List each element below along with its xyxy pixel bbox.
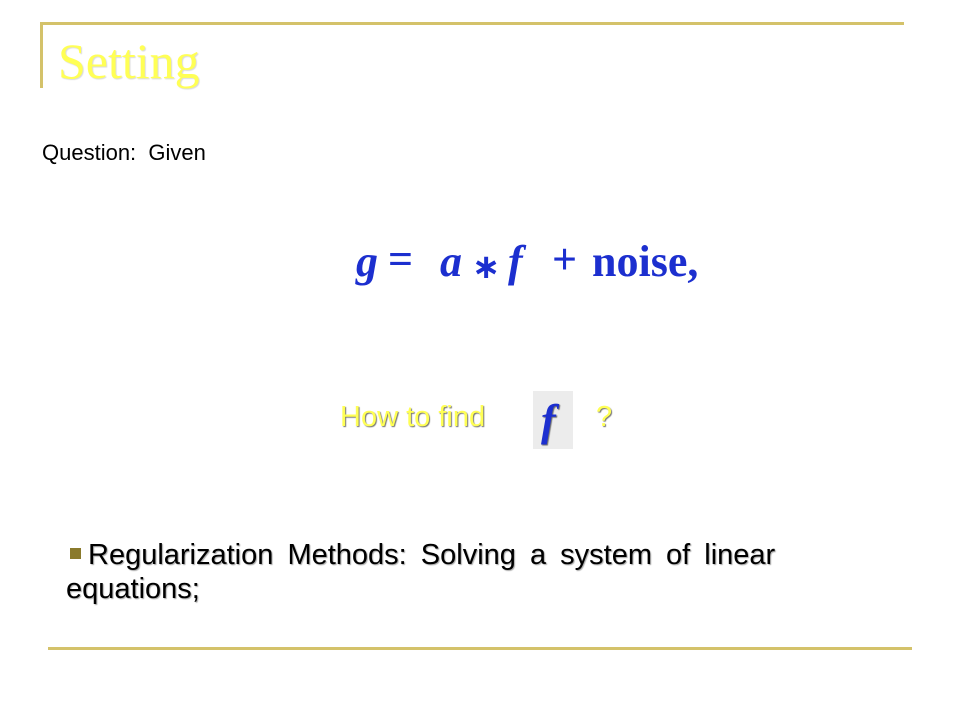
frame-top-line <box>40 22 904 25</box>
slide-title: Setting <box>58 33 200 89</box>
f-symbol-image <box>533 391 573 449</box>
equation-plus: + <box>552 235 578 284</box>
equation-f: f <box>508 237 523 286</box>
frame-left-line <box>40 22 43 88</box>
bullet-text: Regularization Methods: Solving a system of linear equations; <box>66 539 776 605</box>
frame-bottom-line <box>48 647 912 650</box>
equation-noise: noise, <box>592 237 699 286</box>
f-symbol: f <box>541 396 556 445</box>
question-mark: ? <box>596 401 613 433</box>
equation-lhs: g <box>356 237 378 286</box>
equation-a: a <box>440 237 462 286</box>
equation-star: ∗ <box>472 247 501 287</box>
equation-image <box>340 208 740 308</box>
bullet-marker <box>70 548 81 559</box>
question-text: Question: Given <box>42 140 206 165</box>
equation-equals: = <box>388 235 414 284</box>
bullet-item <box>66 538 846 606</box>
how-to-find-text: How to find <box>340 401 486 433</box>
